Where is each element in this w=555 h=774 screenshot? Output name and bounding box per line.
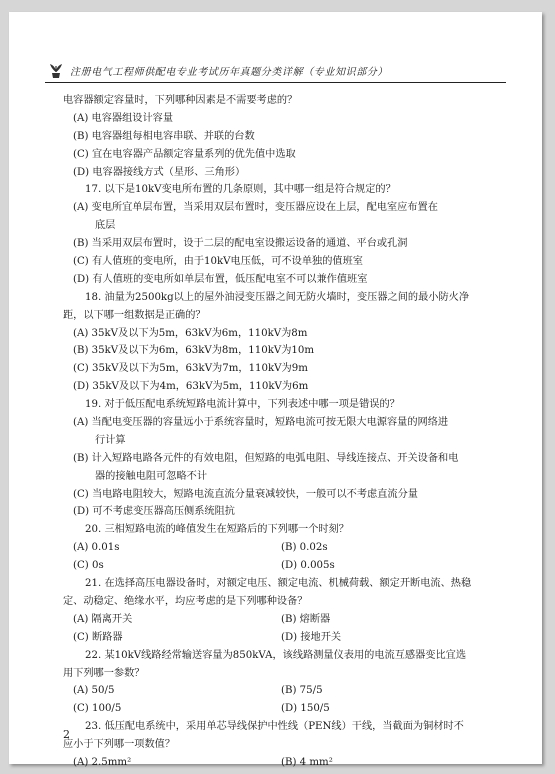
text-line: (A) 35kV及以下为5m，63kV为6m，110kV为8m <box>73 327 308 339</box>
text-line: (D) 可不考虑变压器高压侧系统阻抗 <box>73 506 235 518</box>
text-line: 距，以下哪一组数据是正确的？ <box>63 309 206 321</box>
option-text: (D) 150/5 <box>281 703 330 715</box>
text-line: 23. 低压配电系统中，采用单芯导线保护中性线（PEN线）干线，当截面为铜材时不 <box>85 721 464 733</box>
text-line: 21. 在选择高压电器设备时，对额定电压、额定电流、机械荷载、额定开断电流、热稳 <box>85 578 472 590</box>
text-line: 用下列哪一参数？ <box>63 667 145 679</box>
option-text: (A) 50/5 <box>73 685 115 697</box>
text-line: (D) 有人值班的变电所如单层布置，低压配电室不可以兼作值班室 <box>73 273 368 285</box>
text-line: (C) 有人值班的变电所，由于10kV电压低，可不设单独的值班室 <box>73 256 363 268</box>
page-number: 2 <box>63 728 70 741</box>
option-text: (B) 熔断器 <box>281 613 331 625</box>
option-text: (A) 0.01s <box>73 542 120 554</box>
text-line: (C) 当电路电阻较大，短路电流直流分量衰减较快，一般可以不考虑直流分量 <box>73 488 418 500</box>
option-text: (C) 0s <box>73 560 104 572</box>
option-text: (B) 0.02s <box>281 542 328 554</box>
text-line: 22. 某10kV线路经常输送容量为850kVA，该线路测量仪表用的电流互感器变比宜选 <box>85 649 467 661</box>
text-line: 应小于下列哪一项数值？ <box>63 739 176 751</box>
text-line: (B) 电容器组每相电容串联、并联的台数 <box>73 130 255 142</box>
option-row <box>63 700 503 718</box>
text-line: 器的接触电阻可忽略不计 <box>95 470 208 482</box>
potted-plant-icon <box>47 61 65 79</box>
option-row <box>63 682 503 700</box>
option-text: (A) 2.5mm² <box>73 756 132 768</box>
text-line: (A) 电容器组设计容量 <box>73 112 174 124</box>
text-line: (C) 宜在电容器产品额定容量系列的优先值中选取 <box>73 148 296 160</box>
option-text: (B) 75/5 <box>281 685 323 697</box>
option-row <box>63 557 503 575</box>
option-row <box>63 754 503 772</box>
text-line: (B) 35kV及以下为6m，63kV为8m，110kV为10m <box>73 345 315 357</box>
text-line: (C) 35kV及以下为5m，63kV为7m，110kV为9m <box>73 363 308 375</box>
header-title: 注册电气工程师供配电专业考试历年真题分类详解（专业知识部分） <box>70 67 388 78</box>
text-line: (A) 当配电变压器的容量远小于系统容量时，短路电流可按无限大电源容量的网络进 <box>73 417 449 429</box>
option-text: (B) 4 mm² <box>281 756 333 768</box>
text-line: 19. 对于低压配电系统短路电流计算中，下列表述中哪一项是错误的？ <box>85 399 400 411</box>
option-text: (A) 隔离开关 <box>73 613 133 625</box>
text-line: (B) 当采用双层布置时，设于二层的配电室设搬运设备的通道、平台或孔洞 <box>73 238 408 250</box>
question-content <box>63 92 503 772</box>
text-line: 18. 油量为2500kg以上的屋外油浸变压器之间无防火墙时，变压器之间的最小防火净 <box>85 291 470 303</box>
option-row <box>63 611 503 629</box>
text-line: (A) 变电所宜单层布置，当采用双层布置时，变压器应设在上层，配电室应布置在 <box>73 202 438 214</box>
option-row <box>63 629 503 647</box>
text-line: 定、动稳定、绝缘水平，均应考虑的是下列哪种设备？ <box>63 595 308 607</box>
option-text: (D) 接地开关 <box>281 631 342 643</box>
text-line: 行计算 <box>95 434 126 446</box>
text-line: 17. 以下是10kV变电所布置的几条原则，其中哪一组是符合规定的？ <box>85 184 396 196</box>
text-line: (D) 35kV及以下为4m，63kV为5m，110kV为6m <box>73 381 309 393</box>
option-text: (C) 断路器 <box>73 631 123 643</box>
text-line: 20. 三相短路电流的峰值发生在短路后的下列哪一个时刻？ <box>85 524 349 536</box>
option-row <box>63 539 503 557</box>
text-line: (D) 电容器接线方式（星形、三角形） <box>73 166 246 178</box>
option-text: (C) 100/5 <box>73 703 122 715</box>
text-line: 底层 <box>95 220 116 232</box>
option-text: (D) 0.005s <box>281 560 335 572</box>
document-page <box>9 12 542 768</box>
running-header <box>45 58 506 83</box>
text-line: (B) 计入短路电路各元件的有效电阻，但短路的电弧电阻、导线连接点、开关设备和电 <box>73 452 459 464</box>
text-line: 电容器额定容量时，下列哪种因素是不需要考虑的？ <box>63 95 298 106</box>
